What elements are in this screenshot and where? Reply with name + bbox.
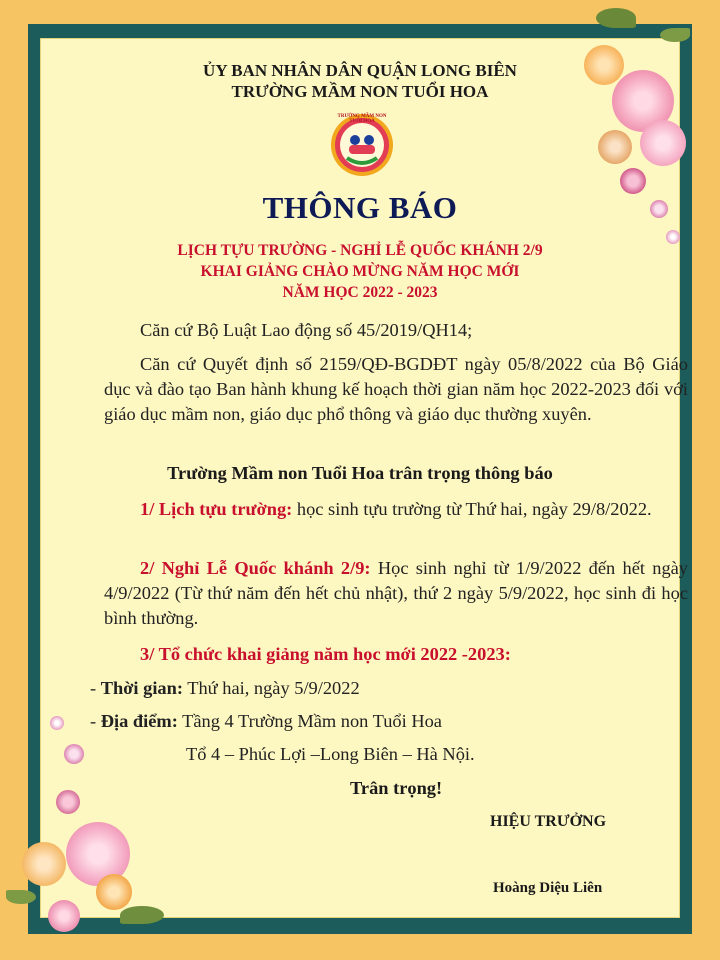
item-2-text: Học sinh nghỉ từ 1/9/2022 đến hết ngày 4/9/2022 (Từ thứ năm đến hết chủ nhật), thứ 2 ngày 5/9/2022, học sinh đi học bình thường.	[104, 558, 688, 628]
detail-time-prefix: -	[90, 678, 101, 698]
org-line-1: ỦY BAN NHÂN DÂN QUẬN LONG BIÊN	[203, 61, 517, 80]
item-3	[104, 642, 688, 667]
notice-subtitle	[40, 240, 680, 303]
detail-place-prefix: -	[90, 711, 101, 731]
item-1	[104, 497, 688, 522]
item-2-label: 2/ Nghỉ Lễ Quốc khánh 2/9:	[140, 558, 371, 578]
subtitle-line-2: KHAI GIẢNG CHÀO MỪNG NĂM HỌC MỚI	[200, 263, 520, 280]
detail-time-value: Thứ hai, ngày 5/9/2022	[182, 678, 360, 698]
detail-place-value: Tầng 4 Trường Mầm non Tuổi Hoa	[177, 711, 442, 731]
basis-paragraph-1: Căn cứ Bộ Luật Lao động số 45/2019/QH14;	[140, 320, 473, 340]
org-line-2: TRƯỜNG MẦM NON TUỔI HOA	[231, 82, 489, 101]
item-1-label: 1/ Lịch tựu trường:	[140, 499, 293, 519]
logo-text: TRƯỜNG MẦM NON TUỔI HOA	[337, 114, 387, 124]
item-2	[104, 556, 688, 631]
signature-name: Hoàng Diệu Liên	[493, 880, 603, 896]
signature-role: HIỆU TRƯỞNG	[490, 813, 607, 830]
detail-place-label: Địa điểm:	[100, 711, 178, 731]
notice-title: THÔNG BÁO	[262, 190, 458, 225]
item-3-label: 3/ Tổ chức khai giảng năm học mới 2022 -2023:	[140, 644, 511, 664]
subtitle-line-1: LỊCH TỰU TRƯỜNG - NGHỈ LỄ QUỐC KHÁNH 2/9	[177, 242, 543, 259]
detail-time-label: Thời gian:	[100, 678, 183, 698]
detail-time	[90, 678, 360, 699]
closing-line: Trân trọng!	[350, 778, 443, 798]
basis-paragraph-2: Căn cứ Quyết định số 2159/QĐ-BGDĐT ngày 05/8/2022 của Bộ Giáo dục và đào tạo Ban hành khung kế hoạch thời gian năm học 2022-2023 đối với giáo dục mầm non, giáo dục phổ thông và giáo dục thường xuyên.	[104, 354, 688, 424]
detail-address: Tổ 4 – Phúc Lợi –Long Biên – Hà Nội.	[186, 744, 475, 764]
detail-place	[90, 711, 442, 732]
announce-line: Trường Mầm non Tuổi Hoa trân trọng thông báo	[167, 463, 553, 483]
item-1-text: học sinh tựu trường từ Thứ hai, ngày 29/8/2022.	[292, 499, 652, 519]
subtitle-line-3: NĂM HỌC 2022 - 2023	[282, 284, 438, 301]
